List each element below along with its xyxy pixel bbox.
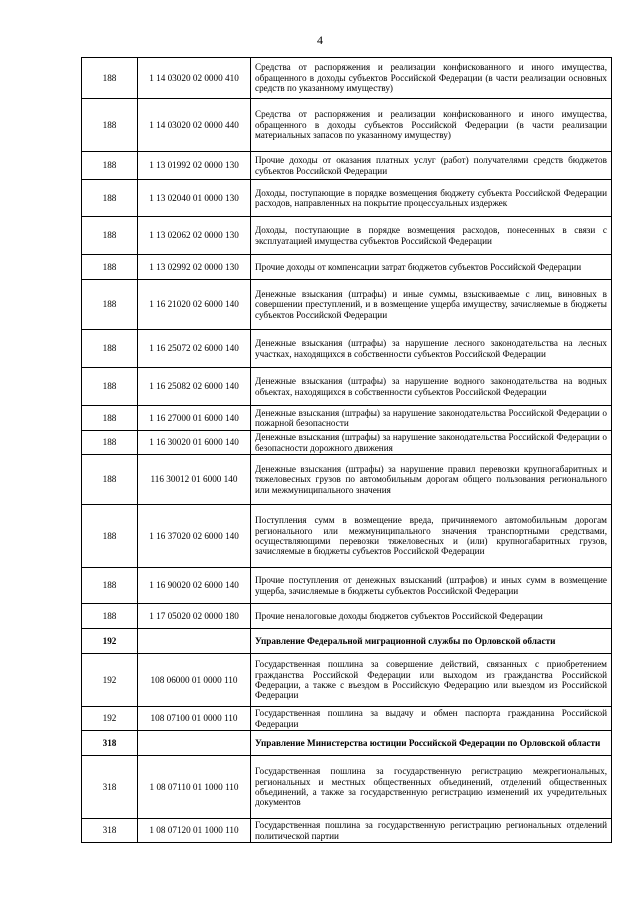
admin-code-cell: 188 (82, 431, 138, 455)
budget-code-cell: 1 16 37020 02 6000 140 (138, 505, 251, 568)
table-row (82, 707, 612, 731)
admin-code-cell: 318 (82, 731, 138, 756)
budget-code-cell: 1 08 07110 01 1000 110 (138, 756, 251, 819)
budget-code-cell: 1 16 90020 02 6000 140 (138, 568, 251, 604)
page-number: 4 (317, 33, 323, 47)
budget-code-cell: 1 17 05020 02 0000 180 (138, 604, 251, 629)
section-header-row (82, 731, 612, 756)
table-row (82, 180, 612, 217)
table-row (82, 255, 612, 280)
table-row (82, 819, 612, 843)
admin-code-cell: 318 (82, 756, 138, 819)
description-cell: Поступления сумм в возмещение вреда, причиняемого автомобильным дорогам регионального или межмуниципального значения транспортными средствами, осуществляющими перевозки тяжеловесных и (или) крупногабаритных грузов, зачисляемые в бюджеты субъектов Российской Федерации (251, 505, 612, 568)
section-header-row (82, 629, 612, 654)
admin-code-cell: 188 (82, 368, 138, 406)
description-cell: Средства от распоряжения и реализации конфискованного и иного имущества, обращенного в доходы субъектов Российской Федерации (в части реализации материальных запасов по указанному имуществу) (251, 99, 612, 152)
budget-code-cell: 1 16 25072 02 6000 140 (138, 330, 251, 368)
description-cell: Прочие поступления от денежных взысканий (штрафов) и иных сумм в возмещение ущерба, зачисляемые в бюджеты субъектов Российской Федерации (251, 568, 612, 604)
admin-code-cell: 192 (82, 654, 138, 707)
budget-code-cell: 116 30012 01 6000 140 (138, 455, 251, 505)
budget-code-cell: 108 06000 01 0000 110 (138, 654, 251, 707)
section-title-cell: Управление Министерства юстиции Российской Федерации по Орловской области (251, 731, 612, 756)
budget-code-cell: 1 14 03020 02 0000 410 (138, 58, 251, 99)
revenue-codes-table (81, 57, 612, 843)
budget-code-cell: 108 07100 01 0000 110 (138, 707, 251, 731)
budget-code-cell: 1 16 25082 02 6000 140 (138, 368, 251, 406)
table-row (82, 280, 612, 330)
table-row (82, 152, 612, 180)
table-row (82, 330, 612, 368)
admin-code-cell: 192 (82, 629, 138, 654)
table-row (82, 99, 612, 152)
description-cell: Прочие неналоговые доходы бюджетов субъектов Российской Федерации (251, 604, 612, 629)
table-row (82, 756, 612, 819)
admin-code-cell: 188 (82, 58, 138, 99)
budget-code-cell: 1 13 02062 02 0000 130 (138, 217, 251, 255)
description-cell: Денежные взыскания (штрафы) за нарушение законодательства Российской Федерации о пожарной безопасности (251, 406, 612, 431)
admin-code-cell: 192 (82, 707, 138, 731)
admin-code-cell: 188 (82, 406, 138, 431)
table-row (82, 654, 612, 707)
description-cell: Государственная пошлина за государственную регистрацию региональных отделений политической партии (251, 819, 612, 843)
table-row (82, 58, 612, 99)
table-row (82, 455, 612, 505)
description-cell: Денежные взыскания (штрафы) и иные суммы, взыскиваемые с лиц, виновных в совершении преступлений, и в возмещение ущерба имуществу, зачисляемые в бюджеты субъектов Российской Федерации (251, 280, 612, 330)
budget-code-cell: 1 13 02992 02 0000 130 (138, 255, 251, 280)
description-cell: Доходы, поступающие в порядке возмещения расходов, понесенных в связи с эксплуатацией имущества субъектов Российской Федерации (251, 217, 612, 255)
admin-code-cell: 188 (82, 604, 138, 629)
admin-code-cell: 188 (82, 568, 138, 604)
budget-code-cell: 1 16 27000 01 6000 140 (138, 406, 251, 431)
admin-code-cell: 188 (82, 99, 138, 152)
admin-code-cell: 188 (82, 152, 138, 180)
budget-code-cell: 1 16 30020 01 6000 140 (138, 431, 251, 455)
description-cell: Государственная пошлина за государственную регистрацию межрегиональных, региональных и местных общественных объединений, отделений общественных объединений, а также за государственную регистрацию изменений их учредительных документов (251, 756, 612, 819)
description-cell: Прочие доходы от оказания платных услуг (работ) получателями средств бюджетов субъектов Российской Федерации (251, 152, 612, 180)
table-row (82, 217, 612, 255)
budget-code-cell: 1 13 02040 01 0000 130 (138, 180, 251, 217)
admin-code-cell: 188 (82, 505, 138, 568)
section-title-cell: Управление Федеральной миграционной службы по Орловской области (251, 629, 612, 654)
admin-code-cell: 188 (82, 217, 138, 255)
admin-code-cell: 188 (82, 255, 138, 280)
budget-code-cell: 1 13 01992 02 0000 130 (138, 152, 251, 180)
description-cell: Государственная пошлина за выдачу и обмен паспорта гражданина Российской Федерации (251, 707, 612, 731)
table-row (82, 368, 612, 406)
description-cell: Денежные взыскания (штрафы) за нарушение водного законодательства на водных объектах, находящихся в собственности субъектов Российской Федерации (251, 368, 612, 406)
budget-code-cell: 1 16 21020 02 6000 140 (138, 280, 251, 330)
admin-code-cell: 188 (82, 330, 138, 368)
table-row (82, 406, 612, 431)
table-row (82, 505, 612, 568)
description-cell: Денежные взыскания (штрафы) за нарушение законодательства Российской Федерации о безопасности дорожного движения (251, 431, 612, 455)
admin-code-cell: 188 (82, 455, 138, 505)
description-cell: Доходы, поступающие в порядке возмещения бюджету субъекта Российской Федерации расходов, направленных на покрытие процессуальных издержек (251, 180, 612, 217)
admin-code-cell: 318 (82, 819, 138, 843)
description-cell: Государственная пошлина за совершение действий, связанных с приобретением гражданства Российской Федерации или выходом из гражданства Российской Федерации, а также с въездом в Российскую Федерацию или выездом из Российской Федерации (251, 654, 612, 707)
table-row (82, 604, 612, 629)
budget-code-cell (138, 731, 251, 756)
budget-code-cell: 1 08 07120 01 1000 110 (138, 819, 251, 843)
description-cell: Денежные взыскания (штрафы) за нарушение лесного законодательства на лесных участках, находящихся в собственности субъектов Российской Федерации (251, 330, 612, 368)
description-cell: Прочие доходы от компенсации затрат бюджетов субъектов Российской Федерации (251, 255, 612, 280)
table-row (82, 568, 612, 604)
budget-code-cell (138, 629, 251, 654)
description-cell: Средства от распоряжения и реализации конфискованного и иного имущества, обращенного в доходы субъектов Российской Федерации (в части реализации основных средств по указанному имуществу) (251, 58, 612, 99)
admin-code-cell: 188 (82, 280, 138, 330)
table-row (82, 431, 612, 455)
budget-code-cell: 1 14 03020 02 0000 440 (138, 99, 251, 152)
admin-code-cell: 188 (82, 180, 138, 217)
description-cell: Денежные взыскания (штрафы) за нарушение правил перевозки крупногабаритных и тяжеловесных грузов по автомобильным дорогам общего пользования регионального или межмуниципального значения (251, 455, 612, 505)
